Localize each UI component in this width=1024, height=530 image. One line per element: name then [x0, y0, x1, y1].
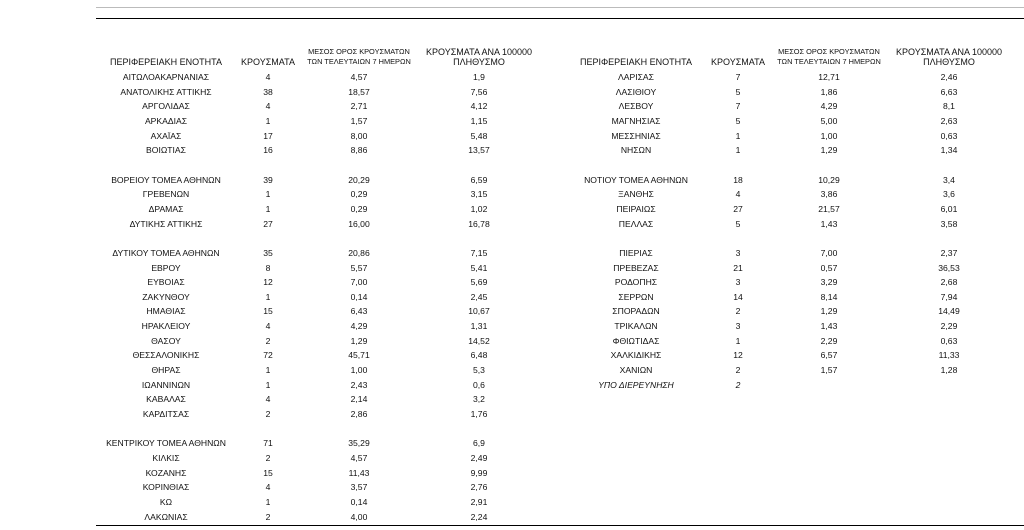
- region-cell: ΗΜΑΘΙΑΣ: [146, 306, 186, 317]
- avg7-cell: 8,86: [350, 145, 368, 156]
- table-row: [96, 510, 540, 525]
- per100k-cell: 1,31: [470, 321, 488, 332]
- per100k-cell: 2,68: [940, 277, 958, 288]
- region-cell: ΠΕΛΛΑΣ: [618, 218, 654, 229]
- per100k-cell: 6,48: [470, 350, 488, 361]
- avg7-cell: 35,29: [348, 438, 370, 449]
- region-cell: ΚΙΛΚΙΣ: [152, 453, 180, 464]
- cases-cell: 2: [735, 306, 741, 317]
- per100k-cell: 5,69: [470, 277, 488, 288]
- per100k-cell: 8,1: [943, 101, 955, 112]
- cases-cell: 18: [733, 174, 743, 185]
- region-cell: ΑΡΚΑΔΙΑΣ: [144, 115, 188, 126]
- header-region: ΠΕΡΙΦΕΡΕΙΑΚΗ ΕΝΟΤΗΤΑ: [579, 57, 693, 67]
- region-cell: ΑΧΑΪΑΣ: [150, 130, 182, 141]
- per100k-cell: 2,76: [470, 482, 488, 493]
- table-row: [96, 70, 540, 85]
- table-row: [96, 480, 540, 495]
- table-row: [96, 392, 540, 407]
- bottom-rule: [96, 525, 1024, 526]
- region-cell: ΝΗΣΩΝ: [620, 145, 652, 156]
- per100k-cell: 2,46: [940, 72, 958, 82]
- cases-cell: 3: [735, 247, 741, 258]
- per100k-cell: 11,33: [938, 350, 960, 361]
- right-header-row: [566, 47, 1010, 70]
- region-cell: ΒΟΡΕΙΟΥ ΤΟΜΕΑ ΑΘΗΝΩΝ: [111, 174, 221, 185]
- table-row: [566, 70, 1010, 85]
- region-cell: ΕΥΒΟΙΑΣ: [147, 277, 185, 288]
- cases-cell: 2: [265, 335, 271, 346]
- table-row: [96, 319, 540, 334]
- cases-cell: 2: [265, 453, 271, 464]
- avg7-cell: 0,57: [820, 262, 838, 273]
- avg7-cell: 3,57: [350, 482, 368, 493]
- region-cell: ΛΑΚΩΝΙΑΣ: [144, 511, 188, 522]
- cases-cell: 27: [733, 203, 743, 214]
- avg7-cell: 2,71: [350, 101, 368, 112]
- per100k-cell: 3,15: [470, 189, 488, 200]
- region-cell: ΞΑΝΘΗΣ: [618, 189, 654, 200]
- avg7-cell: 45,71: [348, 350, 370, 361]
- avg7-cell: 11,43: [348, 467, 370, 478]
- table-row: [566, 378, 1010, 393]
- region-cell: ΠΙΕΡΙΑΣ: [619, 247, 653, 258]
- avg7-cell: 20,29: [348, 174, 370, 185]
- per100k-cell: 2,49: [470, 453, 488, 464]
- avg7-cell: 4,57: [350, 72, 368, 82]
- left-header-row: [96, 47, 540, 70]
- region-cell: [96, 231, 236, 246]
- region-cell: ΡΟΔΟΠΗΣ: [614, 277, 658, 288]
- table-row: [96, 173, 540, 188]
- avg7-cell: 5,00: [820, 115, 838, 126]
- table-row: [566, 202, 1010, 217]
- table-row: [96, 129, 540, 144]
- cases-cell: 5: [735, 218, 741, 229]
- per100k-cell: 2,29: [940, 321, 958, 332]
- cases-cell: 1: [735, 145, 741, 156]
- table-row: [96, 246, 540, 261]
- header-cases: ΚΡΟΥΣΜΑΤΑ: [711, 57, 765, 67]
- avg7-cell: 21,57: [818, 203, 840, 214]
- cases-cell: [236, 231, 300, 246]
- avg7-cell: 1,29: [350, 335, 368, 346]
- cases-cell: 15: [263, 306, 273, 317]
- per100k-cell: 1,15: [470, 115, 488, 126]
- avg7-cell: 0,29: [350, 189, 368, 200]
- cases-cell: 2: [735, 365, 741, 376]
- region-cell: ΠΕΙΡΑΙΩΣ: [616, 203, 656, 214]
- avg7-cell: 1,29: [820, 145, 838, 156]
- cases-cell: 21: [733, 262, 743, 273]
- table-row: [96, 261, 540, 276]
- per100k-cell: 0,63: [940, 335, 958, 346]
- avg7-cell: 0,14: [350, 496, 368, 507]
- table-row: [96, 143, 540, 158]
- cases-cell: 4: [265, 394, 271, 405]
- region-cell: ΜΕΣΣΗΝΙΑΣ: [611, 130, 661, 141]
- table-row: [96, 466, 540, 481]
- avg7-cell: 1,57: [350, 115, 368, 126]
- region-cell: ΠΡΕΒΕΖΑΣ: [613, 262, 659, 273]
- avg7-cell: 1,29: [820, 306, 838, 317]
- cases-cell: 1: [735, 130, 741, 141]
- table-row: [96, 114, 540, 129]
- table-row: [96, 187, 540, 202]
- region-cell: ΚΕΝΤΡΙΚΟΥ ΤΟΜΕΑ ΑΘΗΝΩΝ: [106, 438, 226, 449]
- right-cases-table: [566, 47, 1010, 392]
- per100k-cell: 2,45: [470, 291, 488, 302]
- table-row: [96, 275, 540, 290]
- cases-cell: 7: [735, 101, 741, 112]
- region-cell: ΙΩΑΝΝΙΝΩΝ: [141, 379, 191, 390]
- header-avg7: ΜΕΣΟΣ ΟΡΟΣ ΚΡΟΥΣΜΑΤΩΝ ΤΩΝ ΤΕΛΕΥΤΑΙΩΝ 7 ΗΜΕΡΩΝ: [777, 47, 881, 66]
- cases-cell: 4: [265, 482, 271, 493]
- per100k-cell: 1,34: [940, 145, 958, 156]
- region-cell: ΛΕΣΒΟΥ: [618, 101, 654, 112]
- region-cell: ΤΡΙΚΑΛΩΝ: [614, 321, 658, 332]
- cases-cell: 2: [265, 511, 271, 522]
- table-row: [96, 99, 540, 114]
- cases-cell: 2: [735, 379, 741, 390]
- region-cell: ΔΥΤΙΚΗΣ ΑΤΤΙΚΗΣ: [129, 218, 203, 229]
- header-per100k: ΚΡΟΥΣΜΑΤΑ ΑΝΑ 100000 ΠΛΗΘΥΣΜΟ: [426, 47, 532, 67]
- table-row: [96, 202, 540, 217]
- avg7-cell: 3,29: [820, 277, 838, 288]
- per100k-cell: 5,48: [470, 130, 488, 141]
- per100k-cell: 0,63: [940, 130, 958, 141]
- per100k-cell: 7,15: [470, 247, 488, 258]
- table-row: [566, 261, 1010, 276]
- avg7-cell: 8,00: [350, 130, 368, 141]
- per100k-cell: 16,78: [468, 218, 490, 229]
- cases-cell: 1: [265, 291, 271, 302]
- cases-cell: 39: [263, 174, 273, 185]
- table-row: [96, 217, 540, 232]
- region-cell: ΘΗΡΑΣ: [151, 365, 181, 376]
- region-cell: ΥΠΟ ΔΙΕΡΕΥΝΗΣΗ: [598, 379, 674, 390]
- table-row: [566, 231, 1010, 246]
- table-row: [96, 422, 540, 437]
- table-row: [566, 348, 1010, 363]
- avg7-cell: 12,71: [818, 72, 840, 82]
- avg7-cell: [770, 158, 888, 173]
- cases-cell: 2: [265, 409, 271, 420]
- table-row: [96, 407, 540, 422]
- per100k-cell: 5,41: [470, 262, 488, 273]
- region-cell: ΔΡΑΜΑΣ: [148, 203, 184, 214]
- avg7-cell: [300, 158, 418, 173]
- region-cell: [566, 231, 706, 246]
- cases-cell: 8: [265, 262, 271, 273]
- region-cell: ΑΝΑΤΟΛΙΚΗΣ ΑΤΤΙΚΗΣ: [120, 86, 212, 97]
- avg7-cell: 3,86: [820, 189, 838, 200]
- per100k-cell: [418, 158, 540, 173]
- table-row: [566, 217, 1010, 232]
- region-cell: ΦΘΙΩΤΙΔΑΣ: [612, 335, 660, 346]
- cases-cell: 12: [263, 277, 273, 288]
- cases-cell: 1: [265, 115, 271, 126]
- per100k-cell: 2,37: [940, 247, 958, 258]
- region-cell: ΣΠΟΡΑΔΩΝ: [612, 306, 660, 317]
- per100k-cell: 6,59: [470, 174, 488, 185]
- per100k-cell: [888, 158, 1010, 173]
- cases-cell: 4: [265, 101, 271, 112]
- table-row: [96, 231, 540, 246]
- header-per100k: ΚΡΟΥΣΜΑΤΑ ΑΝΑ 100000 ΠΛΗΘΥΣΜΟ: [896, 47, 1002, 67]
- region-cell: ΔΥΤΙΚΟΥ ΤΟΜΕΑ ΑΘΗΝΩΝ: [112, 247, 220, 258]
- table-row: [96, 334, 540, 349]
- per100k-cell: [888, 231, 1010, 246]
- per100k-cell: 5,3: [473, 365, 485, 376]
- left-cases-table: [96, 47, 540, 524]
- avg7-cell: 2,14: [350, 394, 368, 405]
- per100k-cell: [888, 378, 1010, 393]
- header-region: ΠΕΡΙΦΕΡΕΙΑΚΗ ΕΝΟΤΗΤΑ: [109, 57, 223, 67]
- avg7-cell: 5,57: [350, 262, 368, 273]
- avg7-cell: [770, 378, 888, 393]
- header-cases: ΚΡΟΥΣΜΑΤΑ: [241, 57, 295, 67]
- per100k-cell: 6,63: [940, 86, 958, 97]
- avg7-cell: 1,00: [820, 130, 838, 141]
- header-avg7: ΜΕΣΟΣ ΟΡΟΣ ΚΡΟΥΣΜΑΤΩΝ ΤΩΝ ΤΕΛΕΥΤΑΙΩΝ 7 ΗΜΕΡΩΝ: [307, 47, 411, 66]
- per100k-cell: 1,02: [470, 203, 488, 214]
- region-cell: ΝΟΤΙΟΥ ΤΟΜΕΑ ΑΘΗΝΩΝ: [584, 174, 688, 185]
- table-row: [96, 290, 540, 305]
- cases-cell: 1: [735, 335, 741, 346]
- region-cell: ΑΙΤΩΛΟΑΚΑΡΝΑΝΙΑΣ: [122, 72, 210, 82]
- avg7-cell: 0,29: [350, 203, 368, 214]
- table-row: [96, 436, 540, 451]
- per100k-cell: 2,63: [940, 115, 958, 126]
- cases-cell: 71: [263, 438, 273, 449]
- avg7-cell: [300, 231, 418, 246]
- cases-cell: 72: [263, 350, 273, 361]
- region-cell: ΑΡΓΟΛΙΔΑΣ: [142, 101, 190, 112]
- avg7-cell: 0,14: [350, 291, 368, 302]
- region-cell: ΜΑΓΝΗΣΙΑΣ: [611, 115, 661, 126]
- per100k-cell: 2,91: [470, 496, 488, 507]
- per100k-cell: 3,58: [940, 218, 958, 229]
- top-rule: [96, 18, 1024, 19]
- per100k-cell: 6,01: [940, 203, 958, 214]
- avg7-cell: 7,00: [820, 247, 838, 258]
- cases-cell: 35: [263, 247, 273, 258]
- region-cell: ΚΑΒΑΛΑΣ: [146, 394, 186, 405]
- region-cell: ΕΒΡΟΥ: [151, 262, 181, 273]
- region-cell: ΒΟΙΩΤΙΑΣ: [146, 145, 186, 156]
- per100k-cell: 4,12: [470, 101, 488, 112]
- cases-cell: 16: [263, 145, 273, 156]
- per100k-cell: 10,67: [468, 306, 490, 317]
- avg7-cell: 4,29: [820, 101, 838, 112]
- table-row: [566, 187, 1010, 202]
- cases-cell: 5: [735, 86, 741, 97]
- per100k-cell: 7,94: [940, 291, 958, 302]
- cases-cell: 38: [263, 86, 273, 97]
- table-row: [566, 304, 1010, 319]
- region-cell: ΚΩ: [159, 496, 173, 507]
- cases-cell: 3: [735, 321, 741, 332]
- avg7-cell: 2,86: [350, 409, 368, 420]
- per100k-cell: 9,99: [470, 467, 488, 478]
- table-row: [566, 290, 1010, 305]
- cases-cell: 1: [265, 379, 271, 390]
- cases-cell: [706, 158, 770, 173]
- table-row: [566, 173, 1010, 188]
- table-row: [96, 363, 540, 378]
- table-row: [96, 348, 540, 363]
- cases-cell: [706, 231, 770, 246]
- cases-cell: 4: [265, 321, 271, 332]
- avg7-cell: 2,29: [820, 335, 838, 346]
- cases-cell: 4: [735, 189, 741, 200]
- region-cell: [96, 422, 236, 437]
- cases-cell: 1: [265, 365, 271, 376]
- cases-cell: 7: [735, 72, 741, 82]
- region-cell: ΚΟΖΑΝΗΣ: [145, 467, 187, 478]
- avg7-cell: 1,00: [350, 365, 368, 376]
- avg7-cell: 18,57: [348, 86, 370, 97]
- table-row: [566, 319, 1010, 334]
- table-row: [566, 158, 1010, 173]
- per100k-cell: 3,4: [943, 174, 955, 185]
- cases-cell: 5: [735, 115, 741, 126]
- per100k-cell: [418, 422, 540, 437]
- region-cell: ΓΡΕΒΕΝΩΝ: [142, 189, 190, 200]
- avg7-cell: 1,57: [820, 365, 838, 376]
- region-cell: ΧΑΛΚΙΔΙΚΗΣ: [610, 350, 662, 361]
- region-cell: ΘΑΣΟΥ: [151, 335, 181, 346]
- region-cell: ΚΑΡΔΙΤΣΑΣ: [142, 409, 190, 420]
- table-row: [566, 334, 1010, 349]
- per100k-cell: 3,2: [473, 394, 485, 405]
- region-cell: ΛΑΡΙΣΑΣ: [618, 72, 654, 82]
- per100k-cell: 1,9: [473, 72, 485, 82]
- table-row: [96, 85, 540, 100]
- avg7-cell: 1,43: [820, 218, 838, 229]
- table-row: [566, 363, 1010, 378]
- per100k-cell: 3,6: [943, 189, 955, 200]
- cases-cell: [236, 422, 300, 437]
- per100k-cell: 14,49: [938, 306, 960, 317]
- avg7-cell: 16,00: [348, 218, 370, 229]
- avg7-cell: 4,29: [350, 321, 368, 332]
- table-row: [96, 451, 540, 466]
- region-cell: ΛΑΣΙΘΙΟΥ: [615, 86, 657, 97]
- avg7-cell: 6,57: [820, 350, 838, 361]
- top-thin-rule: [96, 7, 1024, 8]
- avg7-cell: 1,86: [820, 86, 838, 97]
- avg7-cell: 7,00: [350, 277, 368, 288]
- cases-cell: 1: [265, 496, 271, 507]
- cases-cell: 3: [735, 277, 741, 288]
- cases-cell: 1: [265, 203, 271, 214]
- per100k-cell: [418, 231, 540, 246]
- avg7-cell: 6,43: [350, 306, 368, 317]
- avg7-cell: 4,00: [350, 511, 368, 522]
- region-cell: ΗΡΑΚΛΕΙΟΥ: [141, 321, 191, 332]
- cases-cell: 12: [733, 350, 743, 361]
- cases-cell: 14: [733, 291, 743, 302]
- table-row: [566, 114, 1010, 129]
- table-row: [96, 495, 540, 510]
- table-row: [566, 99, 1010, 114]
- avg7-cell: 1,43: [820, 321, 838, 332]
- table-row: [96, 304, 540, 319]
- avg7-cell: 20,86: [348, 247, 370, 258]
- table-row: [566, 246, 1010, 261]
- cases-cell: 15: [263, 467, 273, 478]
- avg7-cell: [300, 422, 418, 437]
- table-row: [566, 275, 1010, 290]
- avg7-cell: [770, 231, 888, 246]
- per100k-cell: 2,24: [470, 511, 488, 522]
- per100k-cell: 0,6: [473, 379, 485, 390]
- avg7-cell: 2,43: [350, 379, 368, 390]
- region-cell: ΖΑΚΥΝΘΟΥ: [142, 291, 190, 302]
- table-row: [566, 143, 1010, 158]
- cases-cell: 17: [263, 130, 273, 141]
- per100k-cell: 14,52: [468, 335, 490, 346]
- per100k-cell: 36,53: [938, 262, 960, 273]
- region-cell: ΣΕΡΡΩΝ: [618, 291, 654, 302]
- table-row: [566, 85, 1010, 100]
- avg7-cell: 4,57: [350, 453, 368, 464]
- cases-cell: 1: [265, 189, 271, 200]
- region-cell: [96, 158, 236, 173]
- table-row: [96, 378, 540, 393]
- per100k-cell: 13,57: [468, 145, 490, 156]
- cases-cell: 4: [265, 72, 271, 82]
- cases-cell: 27: [263, 218, 273, 229]
- per100k-cell: 1,28: [940, 365, 958, 376]
- region-cell: ΧΑΝΙΩΝ: [619, 365, 653, 376]
- region-cell: ΚΟΡΙΝΘΙΑΣ: [142, 482, 190, 493]
- avg7-cell: 8,14: [820, 291, 838, 302]
- cases-cell: [236, 158, 300, 173]
- table-row: [566, 129, 1010, 144]
- per100k-cell: 7,56: [470, 86, 488, 97]
- per100k-cell: 1,76: [470, 409, 488, 420]
- region-cell: [566, 158, 706, 173]
- table-row: [96, 158, 540, 173]
- avg7-cell: 10,29: [818, 174, 840, 185]
- per100k-cell: 6,9: [473, 438, 485, 449]
- region-cell: ΘΕΣΣΑΛΟΝΙΚΗΣ: [132, 350, 200, 361]
